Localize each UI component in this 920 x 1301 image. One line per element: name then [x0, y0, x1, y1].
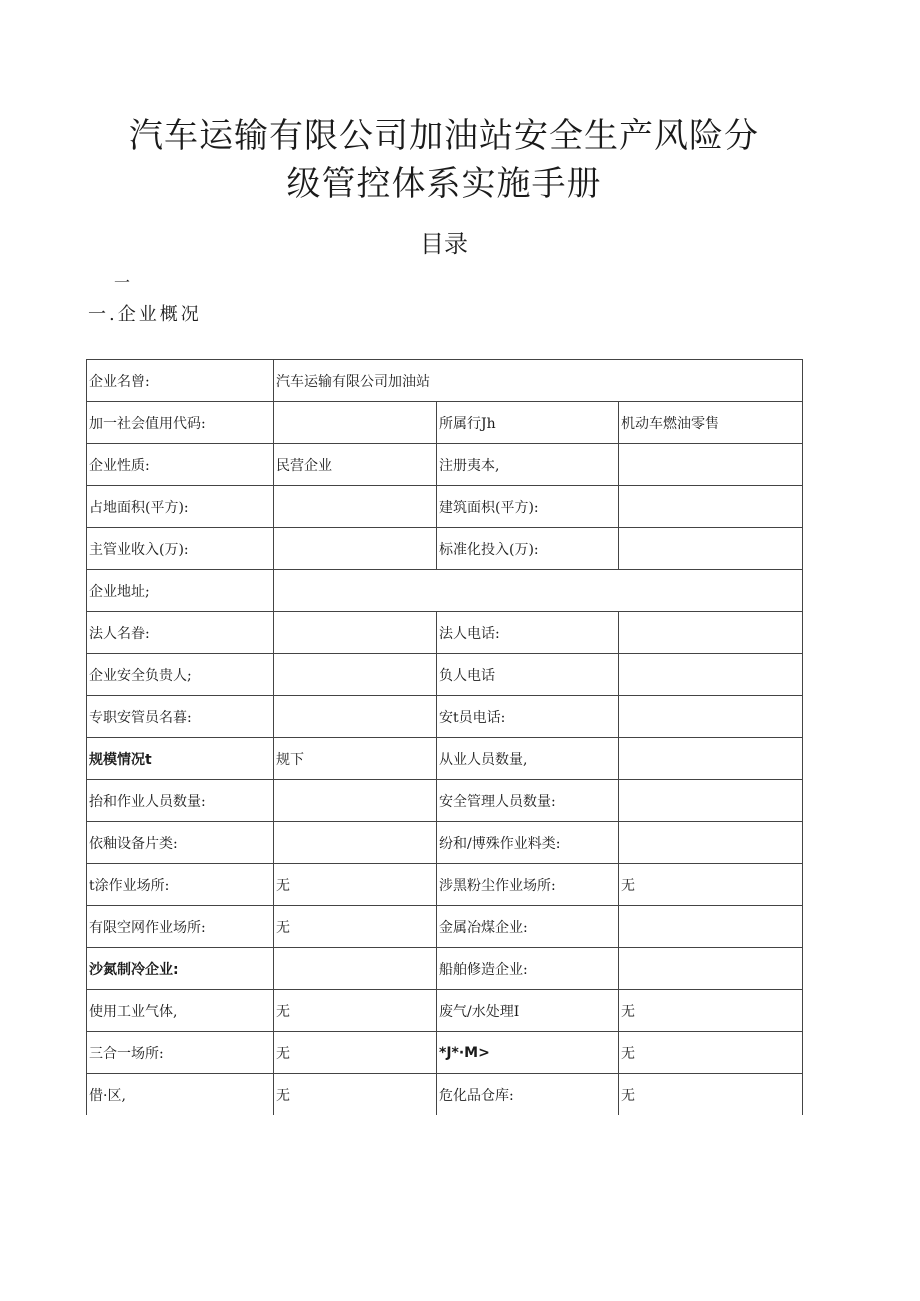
value-cell: 民营企业	[274, 444, 437, 486]
label-cell: 纷和/博殊作业料类:	[437, 822, 619, 864]
table-row	[87, 444, 803, 486]
value-cell	[274, 948, 437, 990]
company-info-table	[86, 359, 803, 1115]
label-cell: 船舶修造企业:	[437, 948, 619, 990]
label-cell: 危化品仓库:	[437, 1074, 619, 1116]
label-cell: *J*·M>	[437, 1032, 619, 1074]
label-cell: 从业人员数量,	[437, 738, 619, 780]
value-cell	[274, 696, 437, 738]
label-cell: 金属冶煤企业:	[437, 906, 619, 948]
value-cell: 无	[274, 1032, 437, 1074]
label-cell: 废气/水处理I	[437, 990, 619, 1032]
label-cell: 抬和作业人员数量:	[87, 780, 274, 822]
label-cell: t涂作业场所:	[87, 864, 274, 906]
label-cell: 标准化投入(万):	[437, 528, 619, 570]
label-cell: 规模情况t	[87, 738, 274, 780]
value-cell	[274, 822, 437, 864]
value-cell	[274, 402, 437, 444]
label-cell: 法人名眷:	[87, 612, 274, 654]
value-cell	[619, 486, 803, 528]
section-heading: 一.企业概况	[88, 304, 202, 325]
label-cell: 企业安全负贵人;	[87, 654, 274, 696]
value-cell	[619, 696, 803, 738]
value-cell	[274, 486, 437, 528]
label-cell: 安t员电话:	[437, 696, 619, 738]
table-row	[87, 822, 803, 864]
label-cell: 建筑面枳(平方):	[437, 486, 619, 528]
toc-heading: 目录	[420, 230, 468, 258]
table-row	[87, 570, 803, 612]
table-row	[87, 948, 803, 990]
table-row	[87, 780, 803, 822]
table-row	[87, 1032, 803, 1074]
value-cell	[619, 738, 803, 780]
value-cell	[619, 444, 803, 486]
label-cell: 负人电话	[437, 654, 619, 696]
table-row	[87, 696, 803, 738]
table-row	[87, 612, 803, 654]
table-row	[87, 360, 803, 402]
label-cell: 所属行Jh	[437, 402, 619, 444]
label-cell: 注册夷本,	[437, 444, 619, 486]
label-cell: 主管业收入(万):	[87, 528, 274, 570]
label-cell: 企业地址;	[87, 570, 274, 612]
label-cell: 企业名曾:	[87, 360, 274, 402]
label-cell: 借·区,	[87, 1074, 274, 1116]
value-cell	[274, 654, 437, 696]
table-row	[87, 990, 803, 1032]
label-cell: 涉黑粉尘作业场所:	[437, 864, 619, 906]
label-cell: 企业性质:	[87, 444, 274, 486]
table-row	[87, 402, 803, 444]
label-cell: 占地面积(平方):	[87, 486, 274, 528]
value-cell	[619, 528, 803, 570]
value-cell: 无	[619, 1032, 803, 1074]
value-cell: 无	[274, 1074, 437, 1116]
value-cell: 无	[274, 906, 437, 948]
value-cell: 无	[619, 864, 803, 906]
value-cell: 规下	[274, 738, 437, 780]
value-cell: 无	[274, 990, 437, 1032]
table-row	[87, 528, 803, 570]
value-cell	[619, 948, 803, 990]
label-cell: 有限空网作业场所:	[87, 906, 274, 948]
table-row	[87, 864, 803, 906]
label-cell: 加一社会值用代码:	[87, 402, 274, 444]
value-cell	[619, 822, 803, 864]
label-cell: 安全管理人员数量:	[437, 780, 619, 822]
value-cell	[619, 612, 803, 654]
value-cell	[619, 906, 803, 948]
value-cell: 无	[274, 864, 437, 906]
label-cell: 沙氮制冷企业:	[87, 948, 274, 990]
value-cell: 无	[619, 1074, 803, 1116]
value-cell	[274, 612, 437, 654]
value-cell	[274, 780, 437, 822]
label-cell: 法人电话:	[437, 612, 619, 654]
label-cell: 三合一场所:	[87, 1032, 274, 1074]
value-cell	[274, 570, 803, 612]
value-cell: 无	[619, 990, 803, 1032]
label-cell: 使用工业气体,	[87, 990, 274, 1032]
title-line-1: 汽车运输有限公司加油站安全生产风险分	[129, 116, 759, 156]
label-cell: 依釉设备片类:	[87, 822, 274, 864]
value-cell: 机动车燃油零售	[619, 402, 803, 444]
label-cell: 专职安管员名暮:	[87, 696, 274, 738]
value-cell: 汽车运输有限公司加油站	[274, 360, 803, 402]
table-row	[87, 906, 803, 948]
table-row	[87, 654, 803, 696]
toc-dash: 一	[114, 273, 131, 292]
table-row	[87, 486, 803, 528]
value-cell	[274, 528, 437, 570]
title-line-2: 级管控体系实施手册	[286, 164, 602, 204]
document-title	[0, 112, 888, 208]
value-cell	[619, 654, 803, 696]
value-cell	[619, 780, 803, 822]
table-row	[87, 1074, 803, 1116]
table-row	[87, 738, 803, 780]
